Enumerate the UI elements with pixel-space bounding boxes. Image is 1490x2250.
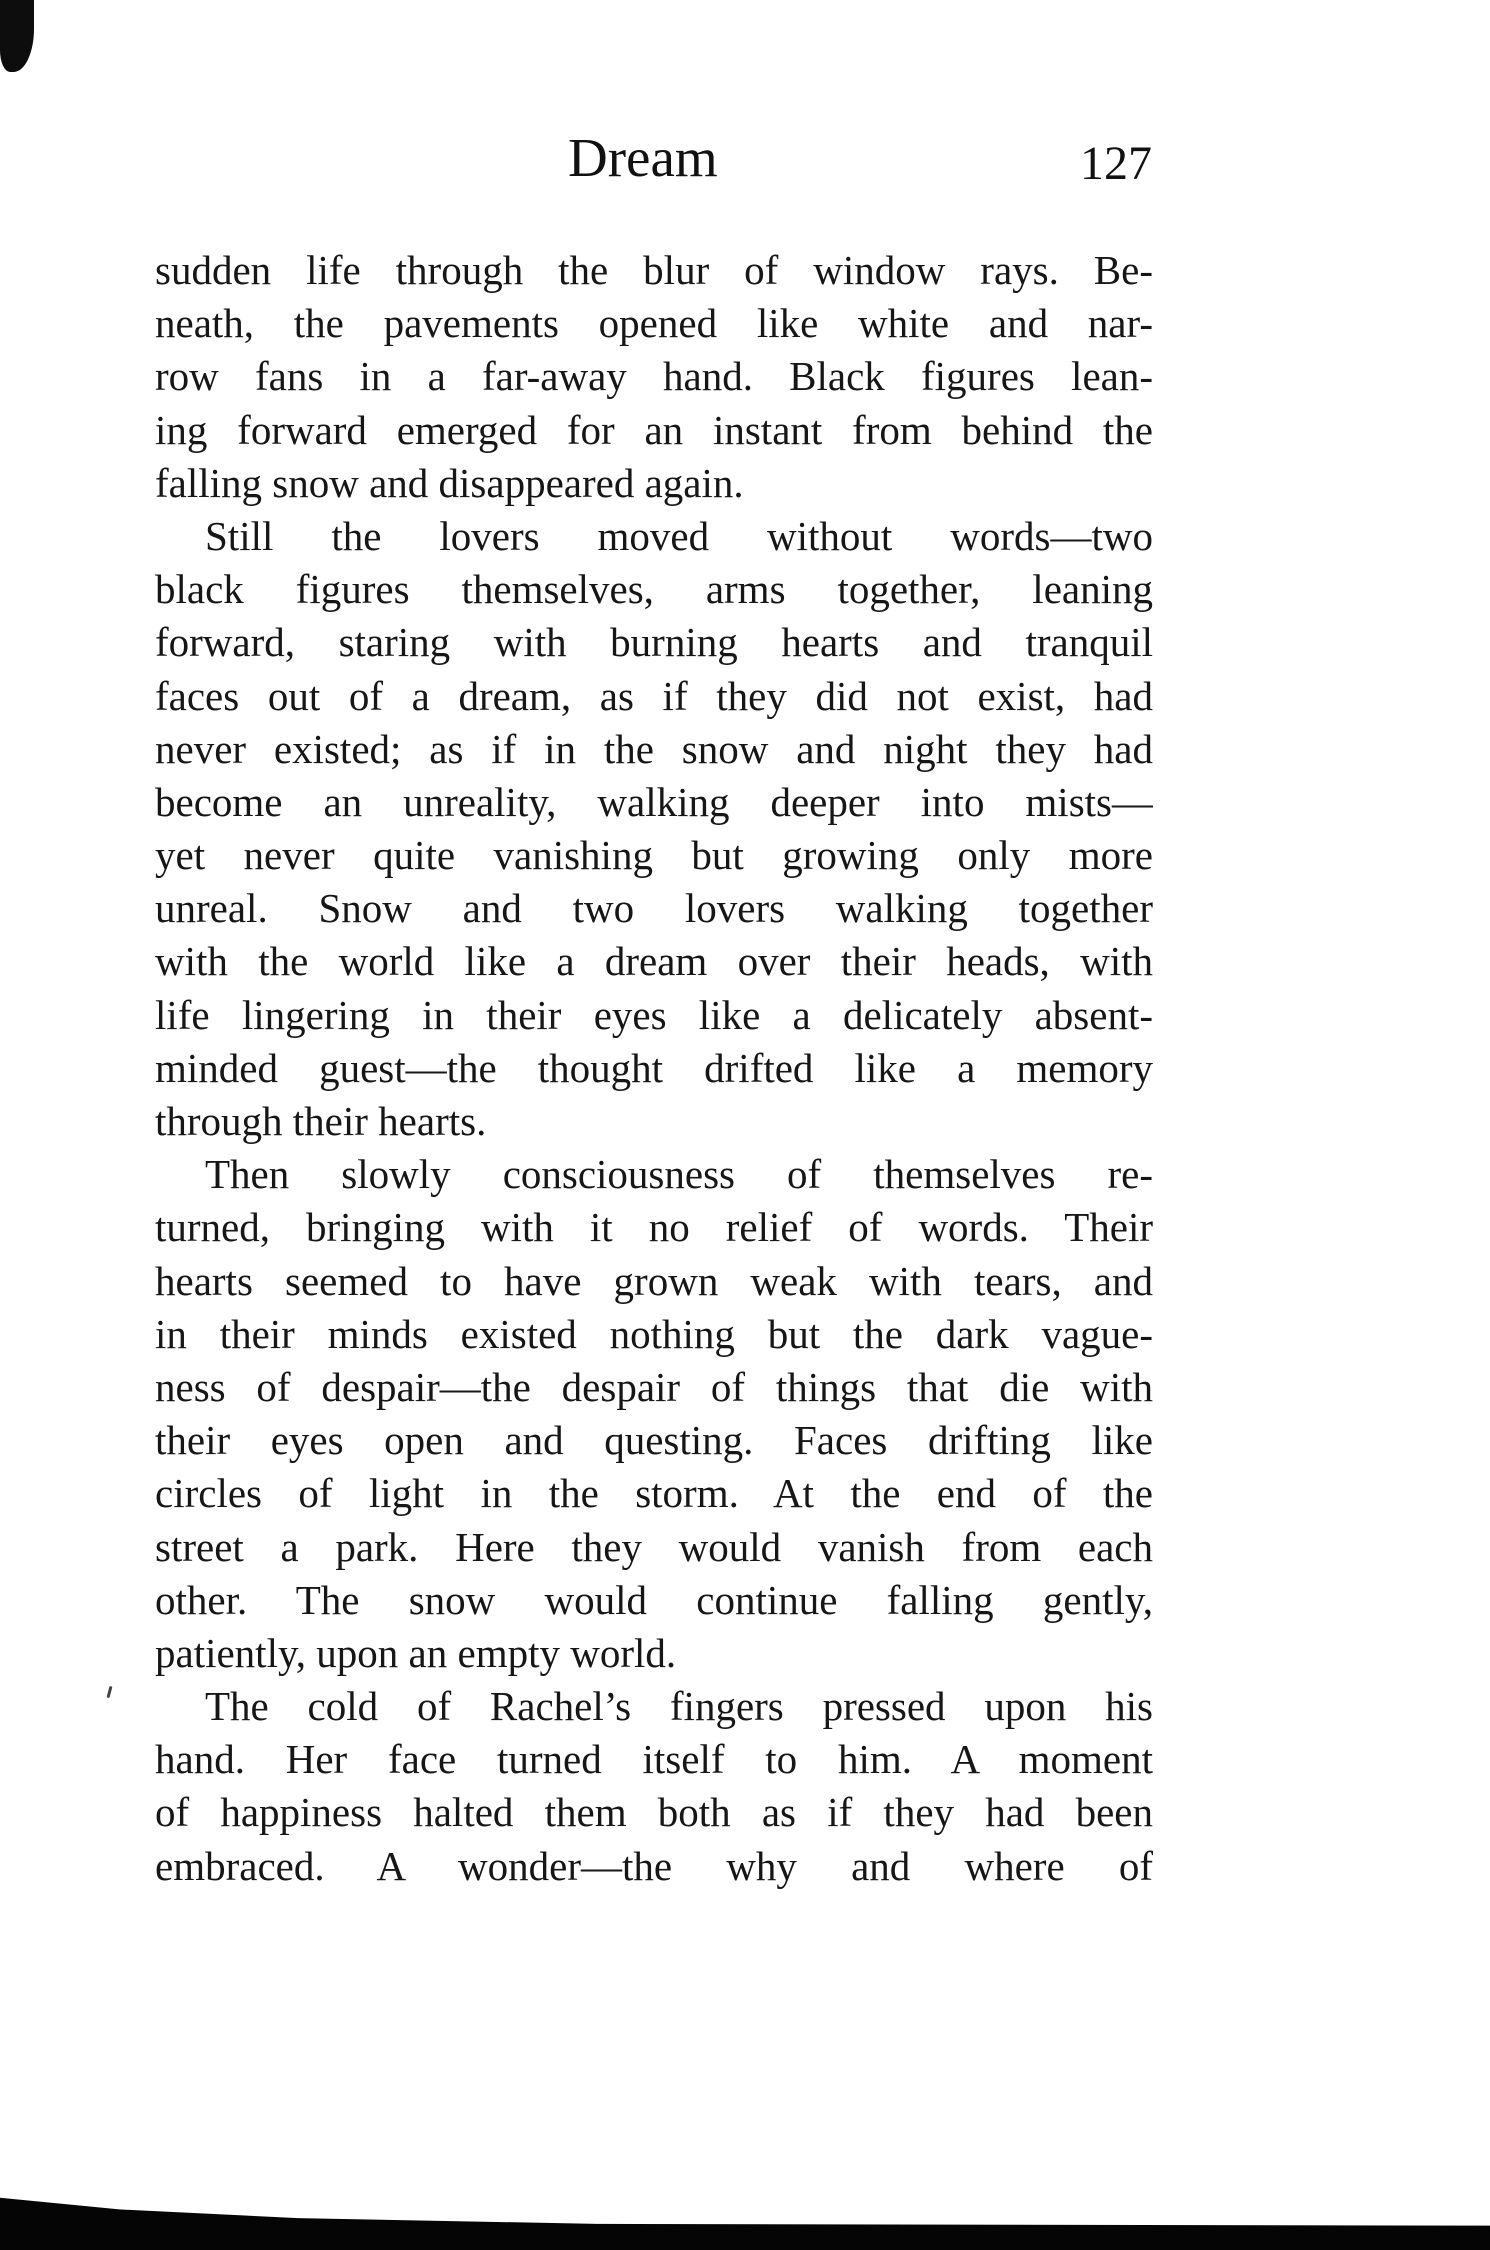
text-line: row fans in a far-away hand. Black figures lean-: [155, 353, 1153, 400]
text-line: embraced. A wonder—the why and where of: [155, 1842, 1153, 1889]
text-line: The cold of Rachel’s fingers pressed upon his: [205, 1683, 1153, 1730]
text-line: through their hearts.: [155, 1098, 487, 1144]
text-line: forward, staring with burning hearts and tranquil: [155, 619, 1153, 666]
paragraph: [155, 1148, 1153, 1680]
text-line: patiently, upon an empty world.: [155, 1629, 677, 1676]
scan-ink-blot: [0, 0, 34, 72]
text-line: life lingering in their eyes like a delicately absent-: [155, 991, 1153, 1038]
text-line: other. The snow would continue falling gently,: [155, 1576, 1153, 1623]
scan-speck: [106, 1686, 112, 1698]
text-line: black figures themselves, arms together, leaning: [155, 566, 1153, 613]
text-line: street a park. Here they would vanish from each: [155, 1523, 1153, 1570]
scan-bottom-edge: [0, 2192, 1490, 2250]
text-line: sudden life through the blur of window rays. Be-: [155, 247, 1153, 293]
text-line: hearts seemed to have grown weak with tears, and: [155, 1257, 1153, 1304]
text-line: faces out of a dream, as if they did not exist, had: [155, 672, 1153, 719]
text-line: ing forward emerged for an instant from behind the: [155, 406, 1153, 453]
text-line: Then slowly consciousness of themselves re-: [205, 1151, 1153, 1198]
text-line: neath, the pavements opened like white and nar-: [155, 300, 1153, 347]
text-line: ness of despair—the despair of things that die with: [155, 1363, 1153, 1410]
text-line: Still the lovers moved without words—two: [205, 512, 1153, 559]
text-line: circles of light in the storm. At the end of the: [155, 1470, 1153, 1517]
text-line: with the world like a dream over their heads, with: [155, 938, 1153, 985]
text-line: turned, bringing with it no relief of words. Their: [155, 1204, 1153, 1251]
paragraph: [155, 510, 1153, 1148]
text-line: minded guest—the thought drifted like a memory: [155, 1044, 1153, 1091]
text-line: of happiness halted them both as if they had been: [155, 1789, 1153, 1836]
text-line: unreal. Snow and two lovers walking together: [155, 885, 1153, 932]
page-number: 127: [1080, 137, 1152, 190]
paragraph: [155, 244, 1153, 510]
paragraph: [155, 1680, 1153, 1893]
body-text: [155, 244, 1153, 1893]
text-line: hand. Her face turned itself to him. A moment: [155, 1736, 1153, 1783]
text-line: never existed; as if in the snow and night they had: [155, 725, 1153, 772]
text-line: yet never quite vanishing but growing only more: [155, 832, 1153, 879]
text-line: their eyes open and questing. Faces drifting like: [155, 1417, 1153, 1464]
text-line: falling snow and disappeared again.: [155, 459, 744, 506]
text-line: become an unreality, walking deeper into mists—: [155, 778, 1153, 825]
running-head: [0, 118, 1490, 198]
text-line: in their minds existed nothing but the dark vague-: [155, 1310, 1153, 1357]
chapter-title: Dream: [568, 127, 718, 188]
